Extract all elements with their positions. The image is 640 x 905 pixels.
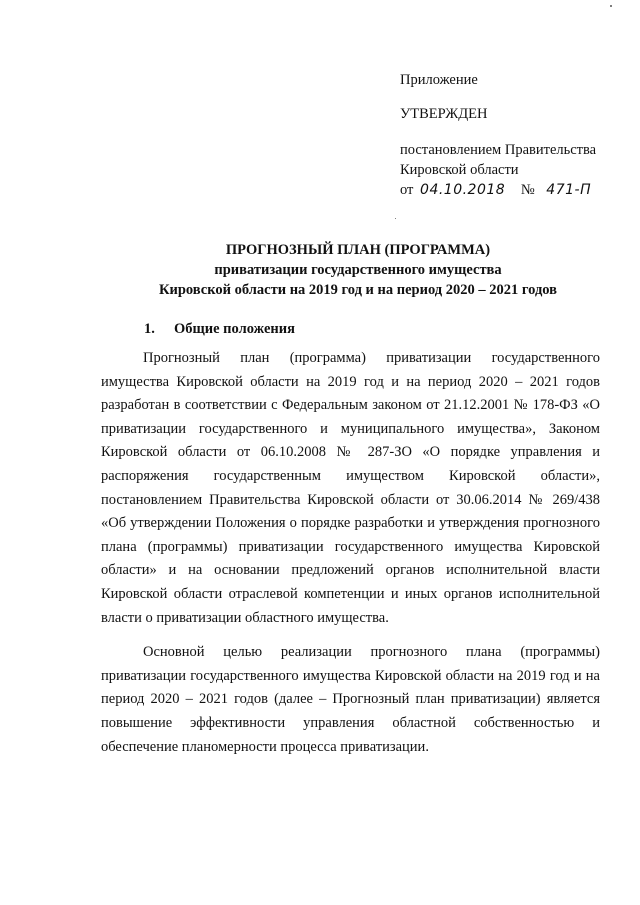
title-line-3: Кировской области на 2019 год и на период 2020 – 2021 годов [158,282,558,298]
appendix-label: Приложение [400,72,478,88]
decree-line-1: постановлением Правительства [400,142,597,158]
paragraph-2: Основной целью реализации прогнозного плана (программы) приватизации государственного имущества Кировской области на 2019 год и на период 2020 – 2021 годов (далее – Прогнозный план приватизации) является повышение эффективности управления областной собственностью и обеспечение планомерности процесса приватизации. [101,644,600,755]
approval-block [400,70,630,200]
section-heading [144,319,295,339]
title-line-1: ПРОГНОЗНЫЙ ПЛАН (ПРОГРАММА) [225,242,491,258]
document-title [60,240,640,300]
number-sign: № [520,182,535,198]
paragraph-1: Прогнозный план (программа) приватизации государственного имущества Кировской области на 2019 год и на период 2020 – 2021 годов разработан в соответствии с Федеральным законом от 21.12.2001 № 178-ФЗ «О приватизации государственного и муниципального имущества», Законом Кировской области от 06.10.2008 № 287-ЗО «О порядке управления и распоряжения государственным имуществом Кировской области», постановлением Правительства Кировской области от 30.06.2014 № 269/438 «Об утверждении Положения о порядке разработки и утверждения прогнозного плана (программы) приватизации государственного имущества Кировской области» и на основании предложений органов исполнительной власти Кировской области отраслевой компетенции и иных органов исполнительной власти о приватизации областного имущества. [101,350,600,626]
section-title: Общие положения [174,321,295,337]
date-prefix: от [400,182,414,198]
handwritten-date: 04.10.2018 [420,182,506,198]
scan-speck [395,218,396,219]
decree-date-line [400,180,630,200]
title-line-2: приватизации государственного имущества [214,262,502,278]
approved-label: УТВЕРЖДЕН [400,106,488,122]
scan-speck [610,5,612,7]
section-number: 1. [144,321,155,337]
handwritten-number: 471-П [546,182,592,198]
document-body [101,347,600,759]
decree-line-2: Кировской области [400,162,519,178]
